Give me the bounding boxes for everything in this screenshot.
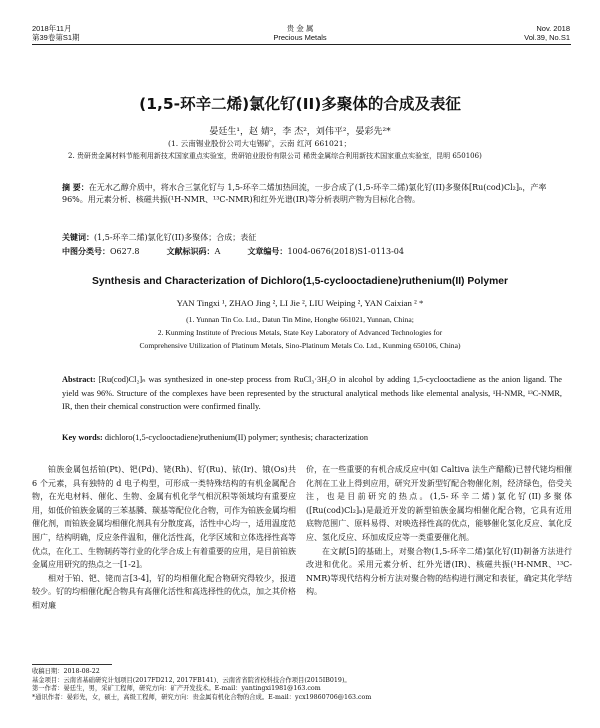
- body-paragraph: 铂族金属包括铂(Pt)、钯(Pd)、铑(Rh)、钌(Ru)、铱(Ir)、锇(Os)共 6 个元素，具有独特的 d 电子构型，可形成一类特殊结构的有机金属配合物，在光电材料、催化、生物、金属有机化学气相沉积等领域均有重要应用，如低价铂族金属的三苯基膦、羰基等配位化合物，可作为铂族金属均相催化剂，而铂族金属均相催化剂具有分散度高，活性中心均一，适用温度范围广，结构明确，反应条件温和，催化活性高，化学区域和立体选择性高等优点，在化工、生物制药等行业的化学合成上有着重要的应用，是目前铂族金属应用研究的热点之一[1-2]。: [32, 465, 296, 570]
- header-rule: [32, 44, 571, 45]
- footnote-first-author: 第一作者：晏廷生，男，采矿工程师，研究方向：矿产开发技术。E-mail：yantingxi1981@163.com: [32, 685, 321, 692]
- header-date: 2018年11月: [32, 24, 72, 33]
- footnote-corresponding-author: *通讯作者：晏彩先，女，硕士，高级工程师，研究方向：贵金属有机化合物的合成。E-mail：ycx19860706@163.com: [32, 693, 372, 701]
- authors-en: YAN Tingxi ¹, ZHAO Jing ², LI Jie ², LIU Weiping ², YAN Caixian ² *: [176, 298, 424, 308]
- doc-code-value: A: [214, 247, 221, 256]
- header-month-en: Nov. 2018: [536, 24, 570, 33]
- affiliation-cn-2: 2. 贵研贵金属材料节能利用新技术国家重点实验室，贵研铂业股份有限公司 稀贵金属综合利用新技术国家重点实验室，昆明 650106): [68, 152, 482, 160]
- header-right: [524, 24, 570, 42]
- clc-label: 中图分类号：: [62, 246, 110, 256]
- article-no-label: 文章编号：: [247, 246, 288, 256]
- keywords-en-text: dichloro(1,5-cyclooctadiene)ruthenium(II) polymer; synthesis; characterization: [104, 433, 368, 442]
- keywords-en-label: Key words:: [62, 433, 103, 442]
- keywords-cn-label: 关键词：: [62, 232, 94, 242]
- keywords-cn-text: (1,5-环辛二烯)氯化钌(II)多聚体；合成；表征: [94, 233, 257, 242]
- body-paragraph: 相对于铂、钯、铑而言[3-4]，钌的均相催化配合物研究得较少，报道较少。钌的均相催化配合物具有高催化活性和高选择性的优点，加之其价格相对廉: [32, 573, 296, 610]
- page-title-en: Synthesis and Characterization of Dichloro(1,5-cyclooctadiene)ruthenium(II) Polymer: [92, 276, 508, 287]
- footnote-received: 收稿日期：2018-08-22: [32, 668, 100, 675]
- doc-code-label: 文献标识码：: [166, 246, 215, 256]
- abstract-en-text: [Ru(cod)Cl₂]ₙ was synthesized in one-step process from RuCl₃·3H₂O in alcohol by adding 1,5-cyclooctadiene as the anion ligand. The yield was 96%. Structure of the complexes have been represented by the structural analytical methods like elemental analysis, ¹H-NMR, ¹³C-NMR, IR, then their chemical construction were confirmed finally.: [62, 375, 562, 411]
- abstract-cn-label: 摘 要：: [62, 182, 89, 192]
- body-paragraph: 价，在一些重要的有机合成反应中(如 Caltiva 法生产醋酸)已替代铑均相催化剂在工业上得到应用，研究开发新型钌配合物催化剂，经济绿色，倍受关注，也是目前研究的热点。(1,5-环辛二烯)氯化钌(II)多聚体([Ru(cod)Cl₂]ₙ)是最近开发的新型铂族金属均相催化配合物，它具有近用底物范围广、原料易得、对映选择性高的优点，能够催化氢化反应、氧化反应、氢化反应、环加成反应等一类重要催化剂。: [306, 465, 572, 542]
- abstract-en-label: Abstract:: [62, 375, 96, 384]
- authors-cn: 晏廷生¹，赵 婧²，李 杰²，刘伟平²，晏彩先²*: [209, 127, 391, 137]
- abstract-cn: [62, 181, 562, 206]
- footnote-rule: [32, 664, 112, 665]
- article-no-value: 1004-0676(2018)S1-0113-04: [287, 247, 404, 256]
- affiliations-en: [0, 313, 600, 352]
- body-left-column: [32, 463, 296, 613]
- abstract-cn-text: 在无水乙醇介质中，将水合三氯化钌与 1,5-环辛二烯加热回流，一步合成了(1,5-环辛二烯)氯化钌(II)多聚体[Ru(cod)Cl₂]ₙ，产率 96%。用元素分析、核磁共振(¹H-NMR、¹³C-NMR)和红外光谱(IR)等分析表明产物为目标化合物。: [62, 183, 547, 204]
- header-volume-cn: 第39卷第S1期: [32, 33, 80, 42]
- footnotes: [32, 668, 572, 702]
- classification-line: [62, 245, 562, 258]
- header-journal-cn: 贵 金 属: [286, 24, 314, 33]
- affiliation-en-1: (1. Yunnan Tin Co. Ltd., Datun Tin Mine, Honghe 661021, Yunnan, China;: [186, 315, 414, 324]
- affiliation-en-3: Comprehensive Utilization of Platinum Metals, Sino-Platinum Metals Co. Ltd., Kunming 650106, China): [139, 341, 461, 350]
- header-journal-en: Precious Metals: [273, 33, 327, 42]
- header-volume-en: Vol.39, No.S1: [524, 33, 570, 42]
- affiliation-en-2: 2. Kunming Institute of Precious Metals, State Key Laboratory of Advanced Technologies for: [157, 328, 443, 337]
- body-paragraph: 在文献[5]的基础上，对聚合物(1,5-环辛二烯)氯化钌(II)制备方法进行改进和优化。采用元素分析、红外光谱(IR)、核磁共振(¹H-NMR、¹³C-NMR)等现代结构分析方法对聚合物的结构进行测定和表征，确定其化学结构。: [306, 546, 572, 597]
- clc-value: O627.8: [110, 247, 140, 256]
- footnote-funding: 基金项目：云南省基础研究计划项目(2017FD212, 2017FB141)、云南省省院省校科技合作项目(2015IB019)。: [32, 676, 351, 684]
- body-right-column: [306, 463, 572, 599]
- affiliation-cn-1: (1. 云南锡业股份公司大屯锡矿，云南 红河 661021；: [168, 139, 352, 148]
- header-journal: [0, 24, 600, 42]
- keywords-cn: [62, 231, 562, 244]
- keywords-en: [62, 432, 572, 444]
- page-title-cn: (1,5-环辛二烯)氯化钌(II)多聚体的合成及表征: [139, 95, 461, 113]
- abstract-en: [62, 373, 562, 414]
